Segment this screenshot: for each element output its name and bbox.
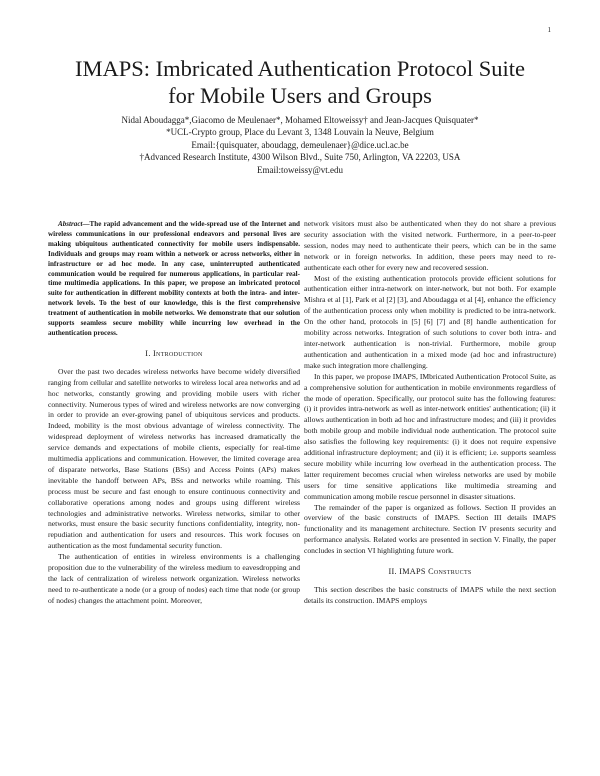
right-paragraph-2: Most of the existing authentication protocols provide efficient solutions for authentication either intra-network on inter-network, but not both. For example Mishra et al [1], Park et al [2] [3], and Aboudagga et al [4], enhance the efficiency of the authentication process only when mobility is predicted to be intra-network. On the other hand, protocols in [5] [6] [7] and [8] handle authentication for mobility across networks. Integration of such solutions to cover both intra- and inter-network authentication is non-trivial. Furthermore, mobile group authentication and authentication in a mixed mode (ad hoc and infrastructure) make such integration more challenging. [304, 273, 556, 370]
page-number: 1 [547, 26, 551, 34]
affiliation-ari: †Advanced Research Institute, 4300 Wilson Blvd., Suite 750, Arlington, VA 22203, USA [139, 152, 461, 163]
right-paragraph-4: The remainder of the paper is organized as follows. Section II provides an overview of the basic constructs of IMAPS. Section III details IMAPS functionality and its management architecture. Section IV presents security and performance analysis. Related works are presented in section V. Finally, the paper concludes in section VI highlighting future work. [304, 502, 556, 556]
section-2-title: IMAPS Constructs [399, 567, 472, 577]
intro-paragraph-1: Over the past two decades wireless networks have become widely diversified ranging from cellular and satellite networks to wireless local area networks and ad hoc networks, constantly growing and providing mobile users with richer connectivity. Numerous types of wired and wireless networks are now converging in order to provide an ever-growing panel of ubiquitous services and products. Indeed, mobility is the most obvious advantage of wireless connectivity. The widespread deployment of wireless networks has increased dramatically the service demands and expectations of mobile clients, especially for real-time multimedia applications and communication. However, the limited coverage area of disparate networks, Base Stations (BSs) and Access Points (APs) makes inevitable the handoff between APs, BSs and networks while roaming. This process must be secure and fast enough to ensure continuous connectivity and collaborative operations among nodes and groups using different wireless technologies and administrative networks. Wireless networks, similar to other networks, must ensure the basic security functions confidentiality, integrity, non-repudiation and authentication for users and resources. This work focuses on authentication as the most fundamental security function. [48, 366, 300, 551]
right-column [304, 219, 556, 607]
section-1-number: I. [145, 348, 151, 358]
authors: Nidal Aboudagga*,Giacomo de Meulenaer*, Mohamed Eltoweissy† and Jean-Jacques Quisquater* [121, 115, 479, 125]
section-2-heading [304, 567, 556, 578]
abstract [48, 220, 300, 339]
section-1-title: Introduction [153, 348, 203, 358]
right-paragraph-3: In this paper, we propose IMAPS, IMbricated Authentication Protocol Suite, as a comprehensive solution for authentication in mobile environments regardless of the mode of operation. Specifically, our protocol suite has the following features: (i) it provides intra-network as well as inter-network entities' authentication; (ii) it allows authentication in both ad hoc and infrastructure modes; and (iii) it provides both mobile group and mobile individual node authentication. The protocol suite also satisfies the following key requirements: (i) it does not require expensive additional infrastructure deployment; and (ii) it is efficient; i.e. supports seamless secure mobility while incurring low overhead in the authentication process. The latter requirement becomes crucial when wireless networks are used by mobile users for time sensitive applications like multimedia streaming and communication among mobile rescue personnel in disaster situations. [304, 371, 556, 501]
left-column [48, 220, 300, 607]
email-ucl: Email:{quisquater, aboudagg, demeulenaer}@dice.ucl.ac.be [191, 139, 409, 150]
intro-paragraph-2: The authentication of entities in wireless environments is a challenging proposition due to the vulnerability of the wireless medium to eavesdropping and the lack of centralization of wireless network organization. Wireless networks need to re-authenticate a node (or a group of nodes) each time that node (or group of nodes) changes the attachment point. Moreover, [48, 552, 300, 605]
title-line-1: IMAPS: Imbricated Authentication Protocol Suite [75, 56, 525, 81]
section-1-heading [48, 349, 300, 360]
section-2-number: II. [388, 567, 397, 577]
abstract-label: Abstract [58, 220, 83, 228]
abstract-text: —The rapid advancement and the wide-spread use of the Internet and wireless communications in our professional endeavors and personal lives are making ubiquitous authenticated connectivity for mobile users indispensable. Individuals and groups may roam within a network or across networks, either in infrastructure or ad hoc mode. In any case, uninterrupted authenticated communication would be required for numerous applications, in particular real-time multimedia applications. In this paper, we propose an imbricated protocol suite for authentication in different mobility contexts at both the intra- and inter-network levels. To the best of our knowledge, this is the first comprehensive treatment of authentication in mobile networks. We demonstrate that our solution supports seamless secure mobility while incurring low overhead in the authentication process. [48, 220, 300, 337]
title-line-2: for Mobile Users and Groups [168, 83, 432, 108]
affiliation-ucl: *UCL-Crypto group, Place du Levant 3, 1348 Louvain la Neuve, Belgium [166, 127, 434, 138]
section-2-paragraph-1: This section describes the basic constructs of IMAPS while the next section details its construction. IMAPS employs [304, 585, 556, 605]
paper-title [40, 55, 560, 109]
right-paragraph-1: network visitors must also be authenticated when they do not share a previous security association with the visited network. Furthermore, in a peer-to-peer session, nodes may need to authenticate their peers, which can be in the same network or in foreign networks. In addition, these peers may need to re-authenticate each other for every new and recovered session. [304, 219, 556, 272]
author-block [40, 114, 560, 176]
email-vt: Email:toweissy@vt.edu [256, 164, 344, 175]
